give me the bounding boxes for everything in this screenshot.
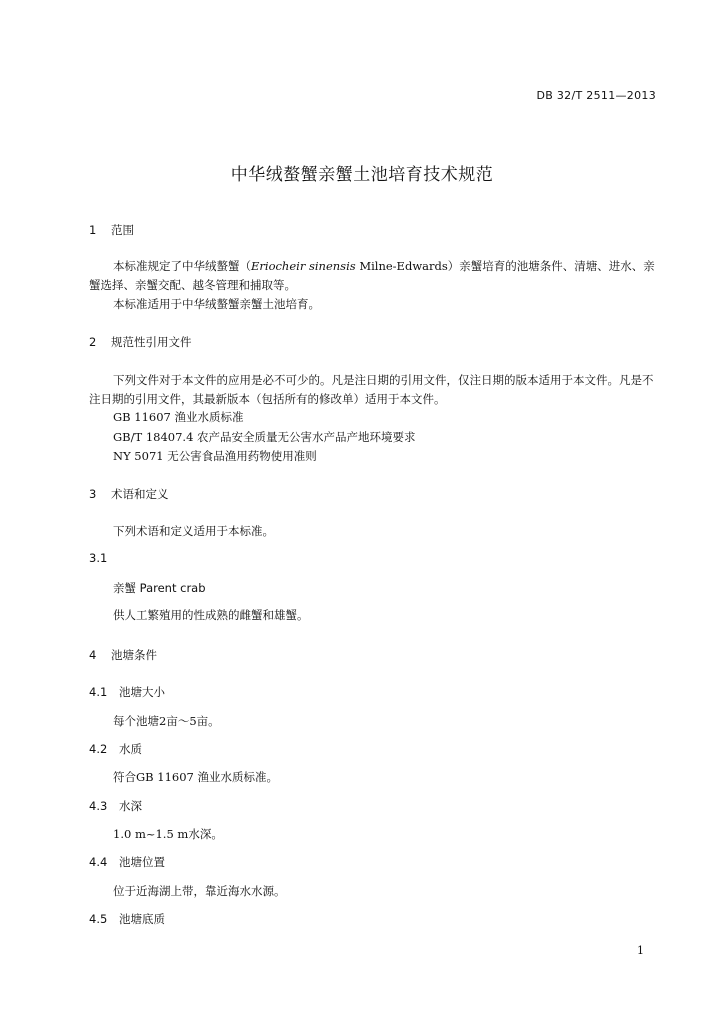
subsection-4-4-text: 位于近海湖上带，靠近海水水源。 <box>113 884 286 898</box>
standard-code: DB 32/T 2511—2013 <box>536 89 656 102</box>
section-number: 3 <box>89 487 97 501</box>
subsection-4-2-text: 符合GB 11607 渔业水质标准。 <box>113 770 279 784</box>
subsection-4-5-heading <box>89 911 165 927</box>
subsection-4-1-text: 每个池塘2亩～5亩。 <box>113 714 220 728</box>
subsection-3-1-number: 3.1 <box>89 551 108 565</box>
section-title: 池塘条件 <box>111 648 157 662</box>
page-number: 1 <box>637 944 644 957</box>
subsection-title: 水质 <box>119 742 142 756</box>
subsection-number: 4.5 <box>89 912 108 926</box>
document-title: 中华绒螯蟹亲蟹土池培育技术规范 <box>230 165 494 185</box>
section-2-heading <box>89 334 192 350</box>
section-3-intro: 下列术语和定义适用于本标准。 <box>113 524 274 538</box>
section-1-paragraph-1 <box>89 257 659 294</box>
reference-item: GB/T 18407.4 农产品安全质量无公害水产品产地环境要求 <box>113 430 416 444</box>
subsection-4-4-heading <box>89 854 165 870</box>
term-name: 亲蟹 Parent crab <box>113 581 206 595</box>
subsection-number: 4.3 <box>89 799 108 813</box>
section-title: 规范性引用文件 <box>111 335 192 349</box>
subsection-title: 池塘底质 <box>119 912 165 926</box>
para-text: Milne-Edwards）亲蟹培育的池塘条件、清塘、进水、亲蟹选择、亲蟹交配、越冬管理和捕取等。 <box>89 259 655 292</box>
latin-name: Eriocheir sinensis <box>251 259 356 273</box>
section-2-paragraph-1: 下列文件对于本文件的应用是必不可少的。凡是注日期的引用文件，仅注日期的版本适用于本文件。凡是不注日期的引用文件，其最新版本（包括所有的修改单）适用于本文件。 <box>89 373 654 406</box>
subsection-title: 池塘位置 <box>119 855 165 869</box>
section-number: 2 <box>89 335 97 349</box>
subsection-4-1-heading <box>89 684 165 700</box>
subsection-number: 4.1 <box>89 685 108 699</box>
section-number: 4 <box>89 648 97 662</box>
reference-item: NY 5071 无公害食品渔用药物使用准则 <box>113 449 317 463</box>
subsection-title: 水深 <box>119 799 142 813</box>
subsection-title: 池塘大小 <box>119 685 165 699</box>
subsection-4-3-heading <box>89 798 142 814</box>
section-3-heading <box>89 486 169 502</box>
section-number: 1 <box>89 223 97 237</box>
section-1-heading <box>89 222 134 238</box>
section-title: 范围 <box>111 223 134 237</box>
section-1-paragraph-2: 本标准适用于中华绒螯蟹亲蟹土池培育。 <box>113 297 320 311</box>
reference-item: GB 11607 渔业水质标准 <box>113 410 244 424</box>
section-title: 术语和定义 <box>111 487 169 501</box>
section-4-heading <box>89 647 157 663</box>
subsection-4-3-text: 1.0 m~1.5 m水深。 <box>113 827 223 841</box>
term-definition: 供人工繁殖用的性成熟的雌蟹和雄蟹。 <box>113 608 309 622</box>
subsection-number: 4.2 <box>89 742 108 756</box>
para-text: 本标准规定了中华绒螯蟹（ <box>113 259 251 273</box>
subsection-number: 4.4 <box>89 855 108 869</box>
subsection-4-2-heading <box>89 741 142 757</box>
